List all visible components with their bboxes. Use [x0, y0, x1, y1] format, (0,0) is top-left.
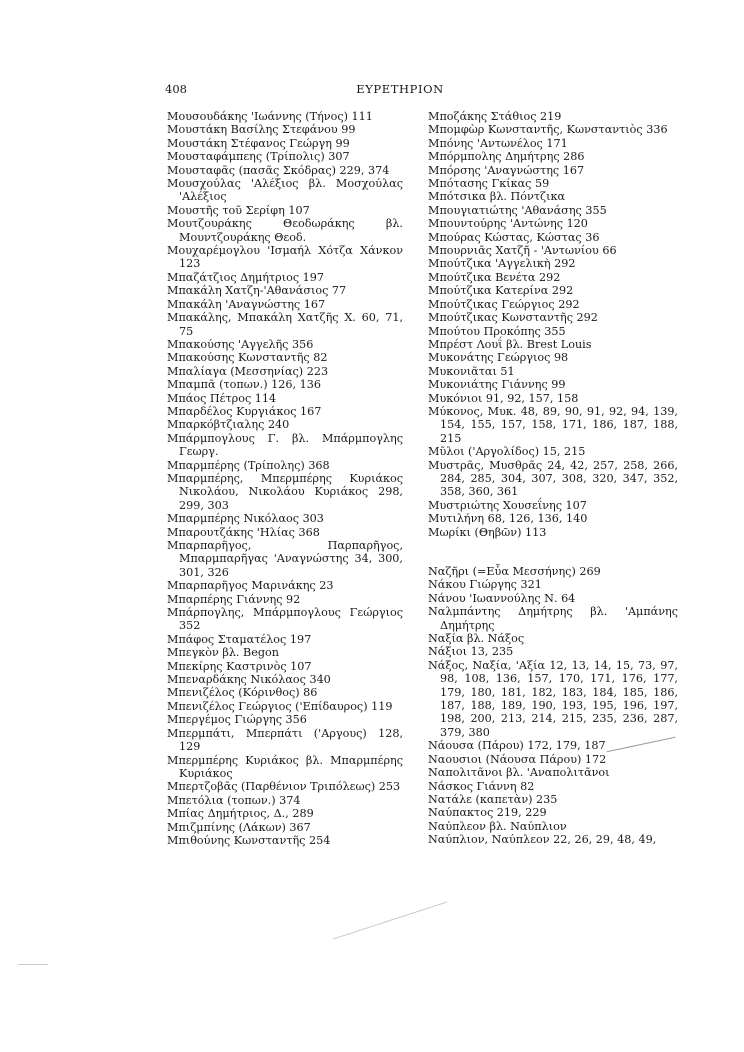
page-header — [165, 82, 635, 98]
index-entry: Μπόρσης 'Αναγνώστης 167 — [428, 163, 585, 177]
index-entry: Μπαμπᾶ (τοπων.) 126, 136 — [167, 378, 321, 392]
index-entry: Μπούτζικα Κατερίνα 292 — [428, 284, 574, 298]
index-entry: Μπερτζοβᾶς (Παρθένιον Τριπόλεως) 253 — [167, 780, 401, 794]
index-entry: Μπότσικα βλ. Πόντζικα — [428, 190, 566, 204]
index-entry: Μουστάκη Στέφανος Γεώργη 99 — [167, 136, 350, 150]
index-entry: Μπούτζικα 'Αγγελικὴ 292 — [428, 257, 576, 271]
index-entry: Μπαρουτζάκης 'Ηλίας 368 — [167, 525, 320, 539]
index-entry: Μυστριώτης Χουσεΐνης 107 — [428, 498, 587, 512]
index-entry: Μπούτζικας Κωνσταντῆς 292 — [428, 311, 598, 325]
scan-line-mark — [18, 964, 48, 965]
index-entry: Νάσκος Γιάννη 82 — [428, 779, 535, 793]
index-entry: Μουσταφᾶς (πασᾶς Σκόδρας) 229, 374 — [167, 163, 390, 177]
index-entry: Ναξία βλ. Νάξος — [428, 632, 525, 646]
index-entry: Μπότασης Γκίκας 59 — [428, 177, 550, 191]
index-entry: Μυκόνιοι 91, 92, 157, 158 — [428, 391, 579, 405]
index-entry: Μουστῆς τοῦ Σερίφη 107 — [167, 203, 310, 217]
index-entry: Μωρίκι (Θηβῶν) 113 — [428, 525, 547, 539]
index-entry: Ναουσιοι (Νάουσα Πάρου) 172 — [428, 752, 607, 766]
index-entry: Μπρέστ Λουΐ βλ. Brest Louis — [428, 337, 592, 351]
index-entry: Νάνου 'Ιωαννούλης Ν. 64 — [428, 591, 576, 605]
index-entry: Μπεκίρης Καστρινὸς 107 — [167, 659, 312, 673]
index-entry: Μπάρπογλης, Μπάρμπογλους Γεώργιος 352 — [167, 606, 403, 633]
index-entry: Ναζῆρι (=Εὖα Μεσσήνης) 269 — [428, 565, 601, 578]
index-entry: Μπακούσης Κωνσταντῆς 82 — [167, 351, 328, 365]
index-entry: Νάκου Γιώργης 321 — [428, 578, 542, 592]
index-entry: Μπεγκὸν βλ. Begon — [167, 646, 279, 660]
index-entry: Μῦλοι ('Αργολίδος) 15, 215 — [428, 445, 586, 459]
index-section-n — [428, 565, 678, 847]
scan-line-mark — [333, 901, 447, 939]
page-number: 408 — [165, 82, 187, 96]
index-entry: Μπετόλια (τοπων.) 374 — [167, 793, 301, 807]
index-entry: Μποζάκης Στάθιος 219 — [428, 110, 562, 123]
index-entry: Ναύπακτος 219, 229 — [428, 806, 547, 820]
index-entry: Μπουρνιᾶς Χατζῆ - 'Αντωνίου 66 — [428, 244, 617, 258]
index-entry: Ναλμπάντης Δημήτρης βλ. 'Αμπάνης Δημήτρης — [428, 605, 678, 632]
index-entry: Μπούτου Προκόπης 355 — [428, 324, 566, 338]
index-entry: Νάξος, Ναξία, 'Αξία 12, 13, 14, 15, 73, 97, 98, 108, 136, 157, 170, 171, 176, 177, 179, 180, 181, 182, 183, 184, 185, 186, 187, 188, 189, 190, 193, 195, 196, 197, 198, 200, 213, 214, 215, 235, 236, 287, 379, 380 — [428, 658, 678, 739]
index-entry: Μπακούσης 'Αγγελῆς 356 — [167, 337, 314, 351]
index-entry: Μουστάκη Βασίλης Στεφάνου 99 — [167, 123, 356, 137]
index-entry: Μπάος Πέτρος 114 — [167, 391, 277, 405]
index-entry: Μπερμπέρης Κυριάκος βλ. Μπαρμπέρης Κυριάκος — [167, 753, 403, 780]
index-entry: Μπουγιατιώτης 'Αθανάσης 355 — [428, 203, 607, 217]
index-entry: Μπουντούρης 'Αντώνης 120 — [428, 217, 588, 231]
index-entry: Μπαζάτζιος Δημήτριος 197 — [167, 270, 324, 284]
index-entry: Ναύπλιον, Ναύπλεον 22, 26, 29, 48, 49, — [428, 833, 657, 847]
index-entry: Μπαρμπέρης (Τρίπολης) 368 — [167, 458, 330, 472]
running-title: ΕΥΡΕΤΗΡΙΟΝ — [356, 82, 444, 96]
index-entry: Νάξιοι 13, 235 — [428, 645, 514, 659]
index-entry: Μπίας Δημήτριος, Δ., 289 — [167, 807, 314, 821]
index-entry: Νατάλε (καπετὰν) 235 — [428, 792, 558, 806]
section-gap — [428, 539, 678, 565]
index-entry: Μουσταφάμπεης (Τρίπολις) 307 — [167, 150, 350, 164]
index-entry: Μυκονιάτης Γιάννης 99 — [428, 378, 566, 392]
index-entry: Μπακάλη Χατζη-'Αθανάσιος 77 — [167, 284, 347, 298]
index-entry: Μουσουδάκης 'Ιωάννης (Τήνος) 111 — [167, 110, 373, 123]
index-entry: Μπερμπάτι, Μπερπάτι ('Αργους) 128, 129 — [167, 726, 403, 754]
index-entry: Μπιθούνης Κωνσταντῆς 254 — [167, 833, 331, 847]
index-entry: Μυστρᾶς, Μυσθρᾶς 24, 42, 257, 258, 266, 284, 285, 304, 307, 308, 320, 347, 352, 358, 360, 361 — [428, 458, 678, 499]
index-section-m — [428, 110, 678, 539]
index-entry: Μπαρδέλος Κυργιάκος 167 — [167, 404, 322, 418]
index-entry: Μπούρας Κώστας, Κώστας 36 — [428, 230, 600, 244]
index-entry: Μυκονιᾶται 51 — [428, 364, 515, 378]
index-entry: Μπαρμπέρης, Μπερμπέρης Κυριάκος Νικολάου, Νικολάου Κυριάκος 298, 299, 303 — [167, 471, 403, 512]
index-entry: Μπενιζέλος Γεώργιος ('Επίδαυρος) 119 — [167, 699, 393, 713]
index-entry: Ναπολιτᾶνοι βλ. 'Αναπολιτᾶνοι — [428, 766, 610, 780]
index-entry: Μπαλίαγα (Μεσσηνίας) 223 — [167, 364, 329, 378]
index-column-left — [167, 110, 403, 847]
index-entry: Μύκονος, Μυκ. 48, 89, 90, 91, 92, 94, 139, 154, 155, 157, 158, 171, 186, 187, 188, 215 — [428, 404, 678, 445]
index-entry: Μουτζουράκης Θεοδωράκης βλ. Μουντζουράκης Θεοδ. — [167, 217, 403, 244]
index-entry: Μπαρμπέρης Νικόλαος 303 — [167, 512, 324, 526]
index-entry: Μπεναρδάκης Νικόλαος 340 — [167, 673, 331, 687]
index-entry: Μπιζμπίνης (Λάκων) 367 — [167, 820, 311, 834]
index-entry: Μπενιζέλος (Κόρινθος) 86 — [167, 686, 318, 700]
index-entry: Μπούτζικας Γεώργιος 292 — [428, 297, 580, 311]
index-entry: Μπαρπαρῆγος, Παρπαρῆγος, Μπαρμπαρῆγας 'Αναγνώστης 34, 300, 301, 326 — [167, 539, 403, 579]
index-entry: Μπόρμπολης Δημήτρης 286 — [428, 150, 585, 164]
index-entry: Μπομφὼρ Κωνσταντῆς, Κωνσταντιὸς 336 — [428, 123, 668, 137]
index-entry: Μπάφος Σταματέλος 197 — [167, 632, 312, 646]
index-entry: Μπεργέμος Γιώργης 356 — [167, 713, 307, 727]
index-entry: Μπάρμπογλους Γ. βλ. Μπάρμπογλης Γεωργ. — [167, 431, 403, 459]
index-entry: Μπόνης 'Αντωνέλος 171 — [428, 136, 568, 150]
index-entry: Μουσχούλας 'Αλέξιος βλ. Μοσχούλας 'Αλέξιος — [167, 177, 403, 204]
index-entry: Μουχαρέμογλου 'Ισμαήλ Χότζα Χάνκον 123 — [167, 244, 403, 271]
index-entry: Μυτιλήνη 68, 126, 136, 140 — [428, 512, 588, 526]
index-entry: Νάουσα (Πάρου) 172, 179, 187 — [428, 739, 606, 753]
index-entry: Μπαρκόβτζιαλης 240 — [167, 418, 290, 432]
index-entry: Μπαρπαρῆγος Μαρινάκης 23 — [167, 579, 334, 593]
index-entry: Μυκονάτης Γεώργιος 98 — [428, 351, 569, 365]
index-entry: Μπακάλης, Μπακάλη Χατζῆς Χ. 60, 71, 75 — [167, 311, 403, 338]
index-entry: Μπαρπέρης Γιάννης 92 — [167, 592, 301, 606]
index-entry: Ναύπλεον βλ. Ναύπλιον — [428, 819, 567, 833]
index-entry: Μπούτζικα Βενέτα 292 — [428, 270, 561, 284]
index-column-right — [428, 110, 678, 847]
index-entry: Μπακάλη 'Αναγνώστης 167 — [167, 297, 326, 311]
